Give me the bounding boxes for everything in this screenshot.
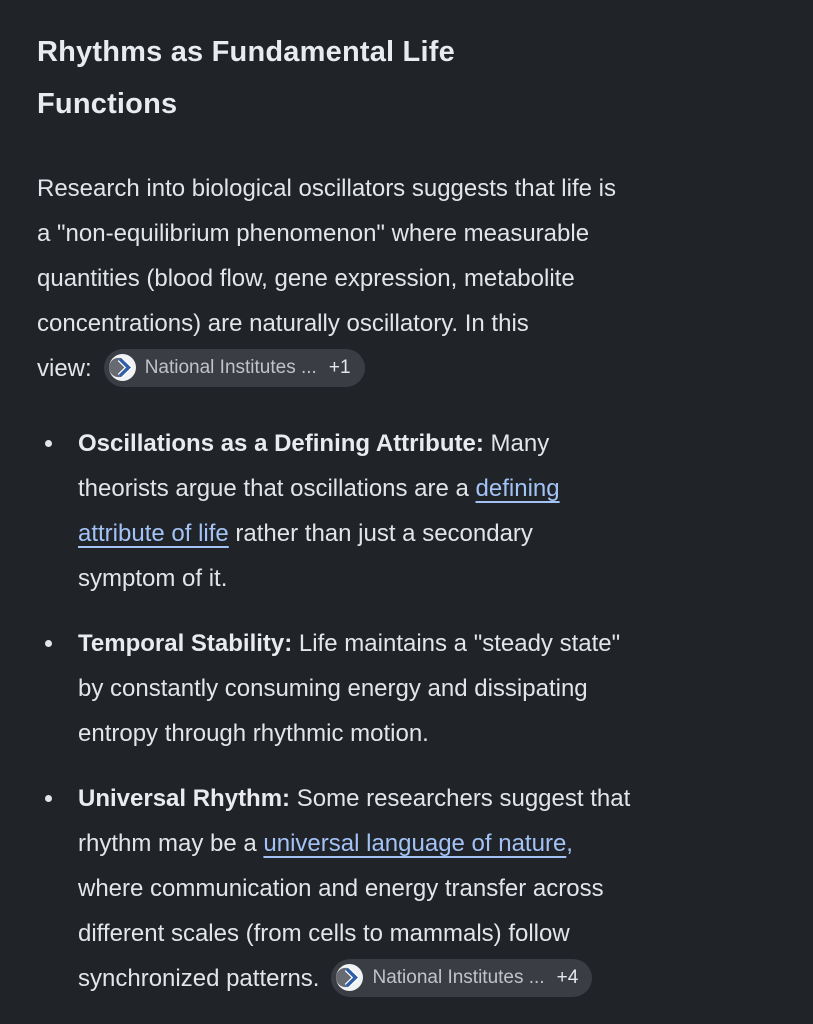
bullet-line: where communication and energy transfer across — [78, 875, 604, 902]
bullet-text: Life maintains a "steady state" — [292, 630, 621, 657]
bullet-text: theorists argue that oscillations are a — [78, 475, 476, 502]
intro-paragraph — [37, 166, 783, 391]
list-item — [37, 621, 783, 756]
bullet-line — [78, 511, 783, 556]
bullet-line — [78, 621, 783, 666]
source-chip[interactable] — [104, 349, 365, 387]
bullet-text: rather than just a secondary — [228, 520, 533, 547]
source-favicon-icon — [109, 354, 136, 381]
defining-attribute-link[interactable]: defining — [475, 475, 560, 502]
bullet-line — [78, 776, 783, 821]
list-item — [37, 776, 783, 1001]
bullet-line — [78, 821, 783, 866]
bullet-dot — [45, 440, 52, 447]
intro-line — [37, 346, 783, 391]
bullet-text: Many — [483, 430, 550, 457]
source-chip-count: +1 — [328, 357, 351, 379]
source-chip-label: National Institutes ... — [144, 357, 317, 379]
bullet-term: Universal Rhythm: — [78, 785, 291, 812]
bullet-term: Oscillations as a Defining Attribute: — [78, 430, 484, 457]
link-trailing-comma: , — [566, 830, 573, 857]
bullet-line: entropy through rhythmic motion. — [78, 720, 429, 747]
page-title — [37, 26, 783, 130]
bullet-line: by constantly consuming energy and dissipating — [78, 675, 588, 702]
defining-attribute-link[interactable]: attribute of life — [78, 520, 229, 547]
bullet-line: symptom of it. — [78, 565, 228, 592]
bullet-line — [78, 421, 783, 466]
bullet-line — [78, 466, 783, 511]
bullet-term: Temporal Stability: — [78, 630, 293, 657]
intro-line: Research into biological oscillators suggests that life is — [37, 175, 616, 202]
source-chip-label: National Institutes ... — [372, 967, 545, 989]
bullet-list — [37, 421, 783, 1001]
intro-line-text: view: — [37, 355, 92, 382]
source-chip[interactable] — [331, 959, 592, 997]
universal-language-link[interactable]: universal language of nature — [263, 830, 567, 857]
page-title-line: Rhythms as Fundamental Life — [37, 36, 455, 68]
intro-line: concentrations) are naturally oscillatory. In this — [37, 310, 529, 337]
bullet-text: Some researchers suggest that — [290, 785, 631, 812]
bullet-line: different scales (from cells to mammals) follow — [78, 920, 570, 947]
bullet-dot — [45, 795, 52, 802]
intro-line: a "non-equilibrium phenomenon" where measurable — [37, 220, 590, 247]
intro-line: quantities (blood flow, gene expression, metabolite — [37, 265, 575, 292]
bullet-text: rhythm may be a — [78, 830, 264, 857]
bullet-dot — [45, 640, 52, 647]
list-item — [37, 421, 783, 601]
bullet-line — [78, 956, 783, 1001]
source-chip-count: +4 — [556, 967, 579, 989]
source-favicon-icon — [336, 964, 363, 991]
page-title-line: Functions — [37, 88, 178, 120]
bullet-text: synchronized patterns. — [78, 965, 320, 992]
